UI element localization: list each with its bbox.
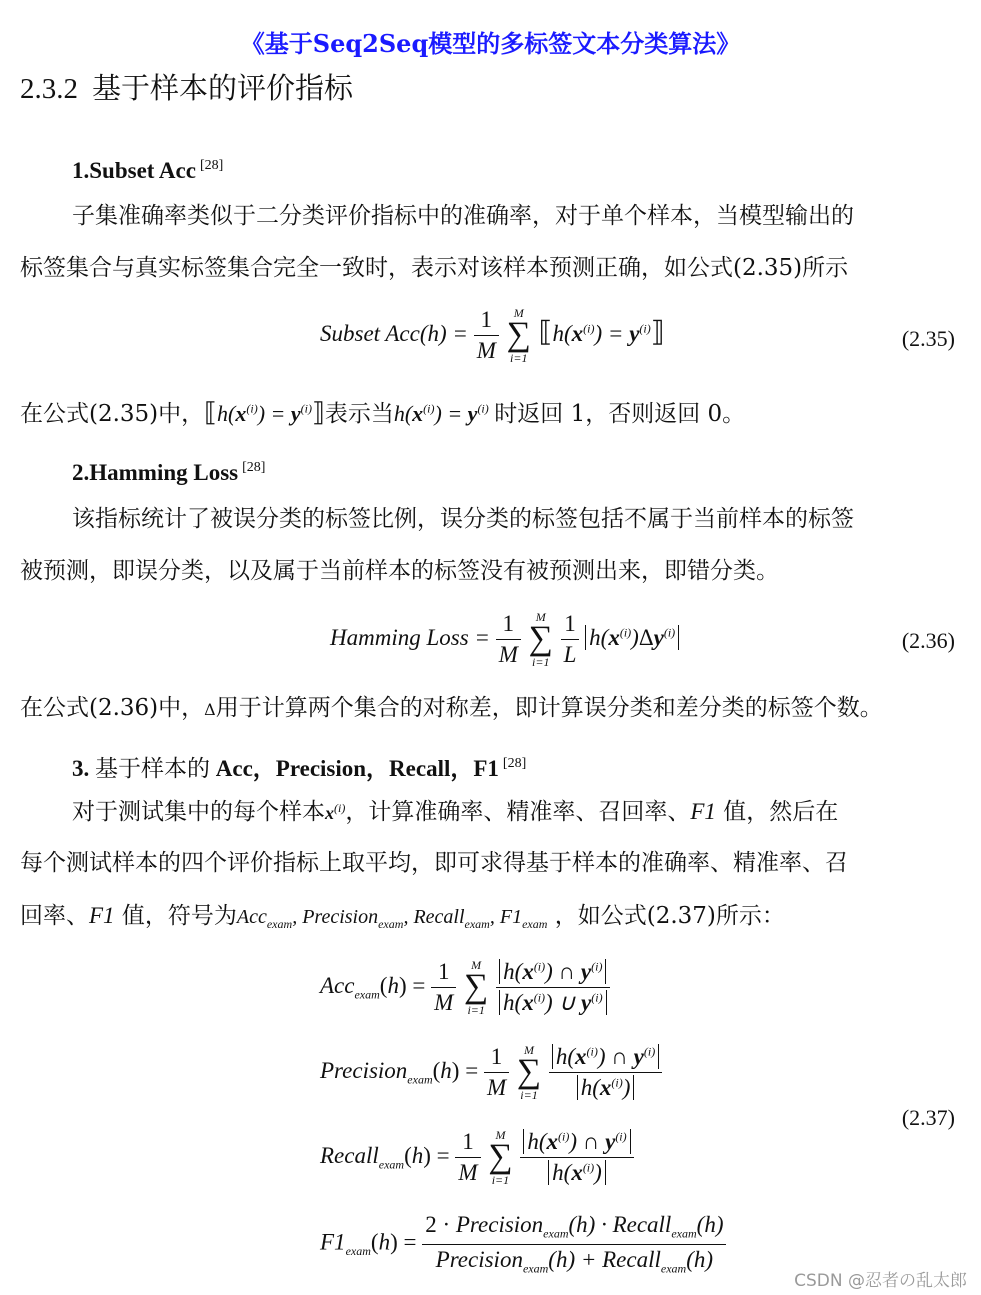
eq235-lhs: Subset Acc(h) =	[320, 320, 468, 346]
example-line1-a: 对于测试集中的每个样本	[72, 799, 325, 825]
eq236-frac2: $\frac{1}{L}$	[561, 611, 580, 668]
delta-symbol: Δ	[204, 700, 216, 719]
equation-2-35: Subset Acc(h) = $\frac{1}{M}$ M ∑ i=1 $⟦h(x^{(i)})$ = $y^{(i)}⟧$	[320, 306, 665, 365]
example-ref: [28]	[502, 756, 527, 772]
hamming-after-suffix: 用于计算两个集合的对称差，即计算误分类和差分类的标签个数。	[215, 695, 883, 721]
example-para-line1: 对于测试集中的每个样本$x^{(i)}$，计算准确率、精准率、召回率、F1 值，然后在	[72, 799, 839, 825]
csdn-watermark: CSDN @忍者の乱太郎	[794, 1271, 967, 1291]
eq235-number: (2.35)	[901, 326, 955, 351]
hamming-heading	[72, 460, 265, 486]
subset-after-mid: 表示当	[324, 401, 394, 427]
subset-after-suffix: 时返回 1，否则返回 0。	[494, 401, 746, 427]
section-heading	[20, 66, 353, 107]
example-heading-num: 3.	[72, 756, 90, 781]
example-line3-symbols: Acc$_{exam}$, Precision$_{exam}$, Recall$_{exam}$, $F1_{exam}$	[236, 906, 548, 931]
eq235-frac: $\frac{1}{M}$	[474, 307, 499, 364]
eq236-number: (2.36)	[901, 628, 955, 653]
example-line3-a: 回率、	[20, 903, 89, 929]
eq235-sum: M ∑ i=1	[506, 306, 531, 365]
subset-heading	[72, 158, 223, 184]
example-line3-f1: F1	[89, 903, 115, 928]
hamming-after-prefix: 在公式(2.36)中，	[20, 695, 205, 721]
eq237-recall: Recall$_{exam}$(h) = $\frac{1}{M}$ M ∑ i=1 $\frac{h(x^{(i)}) \cap y^{(i)}}{h(x^{(i)})}$	[320, 1128, 634, 1187]
example-line3-c: 值，符号为	[121, 903, 237, 929]
hamming-heading-text: Hamming Loss	[89, 460, 239, 485]
hamming-para-line1: 该指标统计了被误分类的标签比例，误分类的标签包括不属于当前样本的标签	[72, 506, 854, 532]
eq237-precision: Precision$_{exam}$(h) = $\frac{1}{M}$ M ∑ i=1 $\frac{h(x^{(i)}) \cap y^{(i)}}{h(x^{(i)})}$	[320, 1043, 662, 1102]
example-line1-b: ，计算准确率、精准率、召回率、	[345, 799, 691, 825]
example-para-line3	[20, 904, 785, 930]
hamming-heading-num: 2.	[72, 460, 90, 485]
section-number: 2.3.2	[20, 73, 78, 105]
subset-after-line: 在公式(2.35)中，$⟦h(x^{(i)})$ = $y^{(i)}⟧$表示当$h(x^{(i)}) = y^{(i)}$ 时返回 1，否则返回 0。	[20, 398, 746, 427]
example-heading-text: 基于样本的	[95, 756, 210, 782]
equation-2-36: Hamming Loss = $\frac{1}{M}$ M ∑ i=1 $\frac{1}{L}$ $h(x^{(i)})\Delta y^{(i)}$	[330, 610, 679, 669]
eq236-frac1: $\frac{1}{M}$	[496, 611, 521, 668]
subset-heading-num: 1.	[72, 158, 90, 183]
subset-heading-text: Subset Acc	[89, 158, 196, 183]
subset-ref: [28]	[199, 158, 224, 174]
section-title: 基于样本的评价指标	[92, 71, 354, 105]
eq237-f1: $F1_{exam}(h)$ = $\frac{2 \cdot Precision_{exam}(h) \cdot Recall_{exam}(h)}{Precision_{exam}(h) + Recall_{exam}(h)}$	[320, 1212, 726, 1276]
eq237-acc: Acc$_{exam}$(h) = $\frac{1}{M}$ M ∑ i=1 $\frac{h(x^{(i)}) \cap y^{(i)}}{h(x^{(i)}) \cup y^{(i)}}$	[320, 958, 610, 1017]
hamming-para-line2: 被预测，即误分类，以及属于当前样本的标签没有被预测出来，即错分类。	[20, 558, 779, 584]
eq236-sum: M ∑ i=1	[528, 610, 553, 669]
hamming-ref: [28]	[242, 460, 266, 476]
example-line3-d: ，如公式(2.37)所示：	[554, 903, 785, 929]
hamming-after-line	[20, 697, 883, 720]
subset-after-prefix: 在公式(2.35)中，	[20, 401, 205, 427]
example-line1-f1: F1	[690, 799, 716, 824]
eq237-number: (2.37)	[901, 1105, 955, 1130]
example-heading	[72, 750, 526, 783]
example-line1-d: 值，然后在	[723, 799, 839, 825]
subset-para-line2: 标签集合与真实标签集合完全一致时，表示对该样本预测正确，如公式(2.35)所示	[20, 255, 849, 281]
eq236-lhs: Hamming Loss =	[330, 624, 490, 650]
paper-title-banner: 《基于Seq2Seq模型的多标签文本分类算法》	[240, 29, 741, 58]
subset-para-line1: 子集准确率类似于二分类评价指标中的准确率，对于单个样本，当模型输出的	[72, 203, 854, 229]
example-para-line2: 每个测试样本的四个评价指标上取平均，即可求得基于样本的准确率、精准率、召	[20, 850, 848, 876]
example-heading-bold: Acc，Precision，Recall，F1	[215, 756, 499, 781]
